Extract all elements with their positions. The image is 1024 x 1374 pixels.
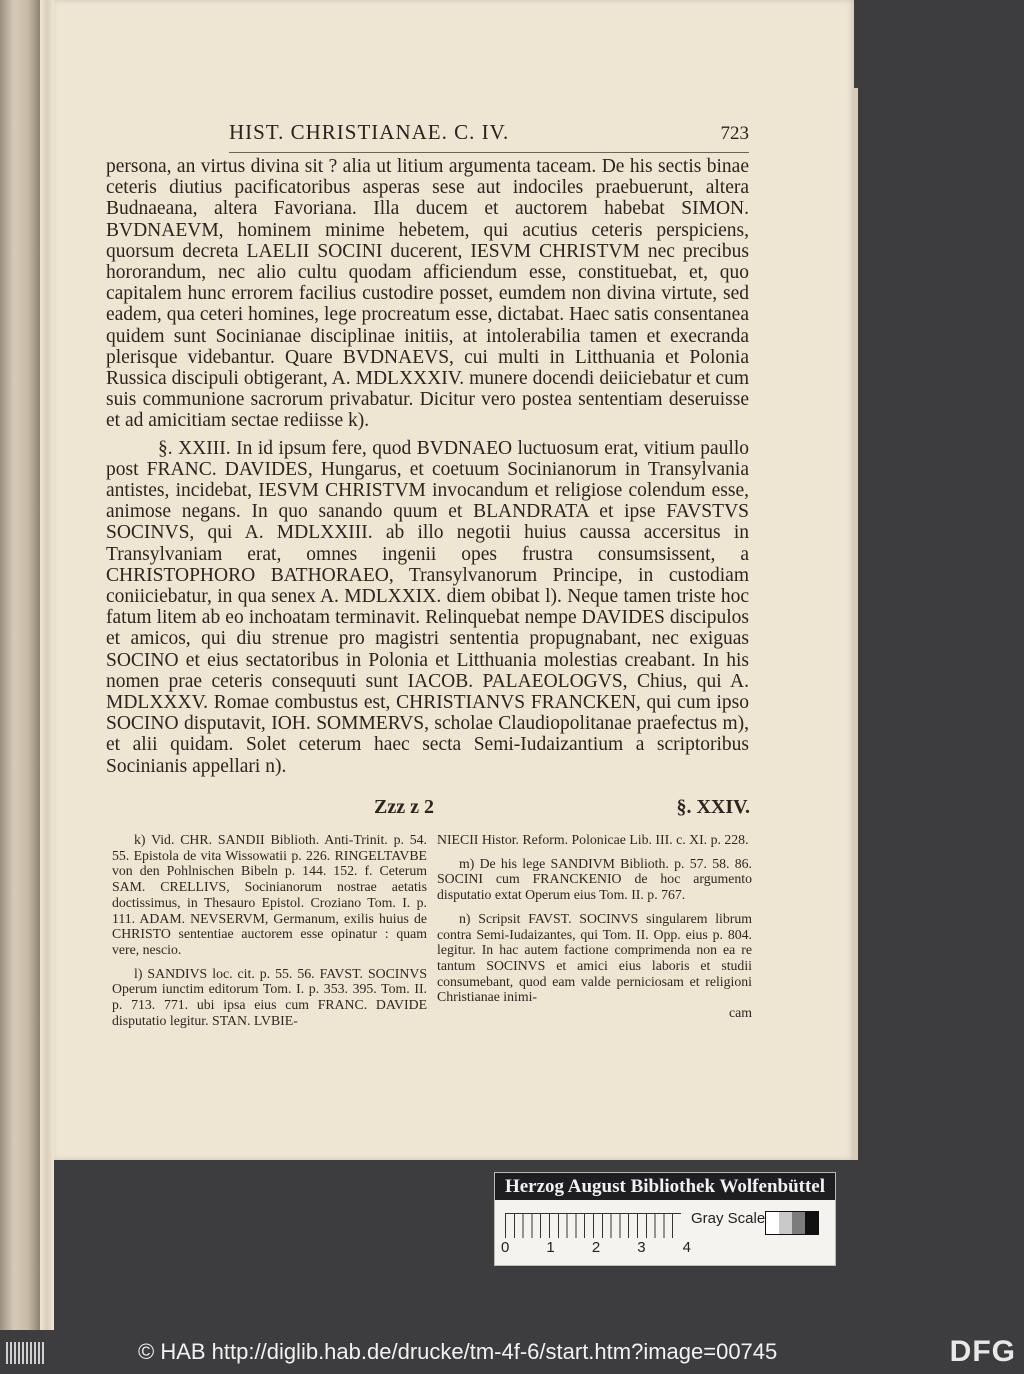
paragraph-1: persona, an virtus divina sit ? alia ut litium argumenta taceam. De his sectis binae ceteris diutius pacificatoribus asperas sese aut indociles praebuerunt, altera Budnaeana, altera Favoriana. Illa ducem et auctorem habebat SIMON. BVDNAEVM, hominem minime hebetem, qui acutius ceteris perspiciens, quorsum decreta LAELII SOCINI ducerent, IESVM CHRISTVM nec precibus hororandum, nec alio cultu quodam afficiendum esse, constituebat, et, quo capitalem hunc errorem facilius custodire posset, eumdem non divina virtute, sed eadem, qua ceteri homines, lege procreatum esse, dictabat. Haec satis consentanea quidem sunt Socinianae disciplinae initiis, at intolerabilia tamen et execranda plerisque videbantur. Quare BVDNAEVS, cui multi in Litthuania et Polonia Russica discipuli obtigerant, A. MDLXXXIV. munere docendi deiiciebatur et cum suis communione sacrorum privabatur. Dicitur vero postea sententiam deseruisse et ad amicitiam sectae rediisse k). bbox=[106, 156, 749, 432]
catchword: §. XXIV. bbox=[676, 796, 750, 818]
ruler-label: 1 bbox=[546, 1239, 555, 1256]
footnote-k: k) Vid. CHR. SANDII Biblioth. Anti-Trinit. p. 54. 55. Epistola de vita Wissowatii p. 226. RINGELTAVBE von den Pohlnischen Bibeln p. 144. 152. f. Ceterum SAM. CRELLIVS, Socinianorum nostrae aetatis doctissimus, in Thesauro Epistol. Croziano Tom. I. p. 111. ADAM. NEVSERVM, Germanum, exilis huius de CHRISTO sententiae auctorem esse opinatur : quam vere, nescio. bbox=[112, 832, 427, 957]
main-text bbox=[106, 156, 749, 777]
page-stack-edge bbox=[40, 0, 54, 1330]
scanned-page bbox=[54, 0, 854, 1160]
paragraph-section-xxiii: §. XXIII. In id ipsum fere, quod BVDNAEO luctuosum erat, vitium paullo post FRANC. DAVIDES, Hungarus, et coetuum Socinianorum in Transylvania antistes, incidebat, IESVM CHRISTVM invocandum et religiose colendum esse, animose negans. In quo sanando quum et BLANDRATA et ipse FAVSTVS SOCINVS, qui A. MDLXXIII. ab illo negotii huius caussa accersitus in Transylvaniam erat, omnes ingenii opes frustra consumsissent, a CHRISTOPHORO BATHORAEO, Transylvanorum Principe, in custodiam coniiciebatur, in qua senex A. MDLXXIX. diem obibat l). Neque tamen triste hoc fatum litem ab eo inchoatam terminavit. Relinquebat nempe DAVIDES discipulos et amicos, qui diu strenue pro magistri sententia propugnabant, nec exiguas SOCINO et eius sectatoribus in Polonia et Litthuania molestias creabant. In his nomen prae ceteris consequuti sunt IACOB. PALAEOLOGVS, Chius, qui A. MDLXXXV. Romae combustus est, CHRISTIANVS FRANCKEN, qui cum ipso SOCINO disputavit, IOH. SOMMERVS, scholae Claudiopolitanae praefectus m), et alii quidam. Solet ceterum haec secta Semi-Iudaizantium a scriptoribus Socinianis appellari n). bbox=[106, 437, 749, 777]
signature-mark: Zzz z 2 bbox=[374, 796, 434, 818]
ruler-label: 3 bbox=[637, 1239, 646, 1256]
footnote-l-continued: NIECII Histor. Reform. Polonicae Lib. III. c. XI. p. 228. bbox=[437, 832, 749, 847]
viewer-footer bbox=[0, 1330, 1024, 1374]
footnotes bbox=[112, 832, 752, 1036]
gray-step bbox=[779, 1212, 792, 1234]
footnotes-left-column bbox=[112, 832, 427, 1036]
gray-scale-swatch bbox=[765, 1211, 819, 1235]
book-spine-edge bbox=[0, 0, 40, 1330]
footnotes-right-column bbox=[437, 832, 752, 1036]
running-title: HIST. CHRISTIANAE. C. IV. bbox=[229, 120, 510, 144]
gray-step bbox=[792, 1212, 805, 1234]
page-right-edge bbox=[852, 88, 858, 1160]
footnote-l: l) SANDIVS loc. cit. p. 55. 56. FAVST. SOCINVS Operum iunctim editorum Tom. I. p. 353. 395. Tom. II. p. 713. 771. ubi ipsa eius cum FRANC. DAVIDE disputatio legitur. STAN. LVBIE- bbox=[112, 965, 427, 1028]
signature-row bbox=[374, 796, 750, 824]
scale-ruler bbox=[505, 1213, 681, 1238]
gray-step bbox=[805, 1212, 818, 1234]
footnote-n-end: cam bbox=[729, 1005, 752, 1021]
ruler-label: 0 bbox=[501, 1239, 510, 1256]
gray-step bbox=[766, 1212, 779, 1234]
running-header bbox=[229, 120, 749, 153]
color-chart bbox=[494, 1172, 836, 1266]
footnote-m: m) De his lege SANDIVM Biblioth. p. 57. 58. 86. SOCINI cum FRANCKENIO de hoc argumento disputatio extat Operum eius Tom. II. p. 767. bbox=[437, 855, 752, 903]
ruler-label: 4 bbox=[682, 1239, 691, 1256]
barcode-icon bbox=[6, 1342, 46, 1364]
ruler-labels bbox=[501, 1239, 691, 1256]
copyright-link[interactable]: © HAB http://diglib.hab.de/drucke/tm-4f-6/start.htm?image=00745 bbox=[138, 1339, 778, 1364]
ruler-label: 2 bbox=[591, 1239, 601, 1256]
dfg-logo: DFG bbox=[949, 1335, 1016, 1368]
page-number: 723 bbox=[720, 123, 749, 144]
footnote-n: n) Scripsit FAVST. SOCINVS singularem librum contra Semi-Iudaizantes, qui Tom. II. Opp. eius p. 804. legitur. In hac autem factione comprimenda non ea re tantum SOCINVS et amici eius laboris et studii consumebant, quod eam valde perniciosam et religioni Christianae inimi- bbox=[437, 910, 752, 1005]
gray-scale-label: Gray Scale bbox=[691, 1210, 766, 1227]
chart-title: Herzog August Bibliothek Wolfenbüttel bbox=[495, 1173, 835, 1200]
